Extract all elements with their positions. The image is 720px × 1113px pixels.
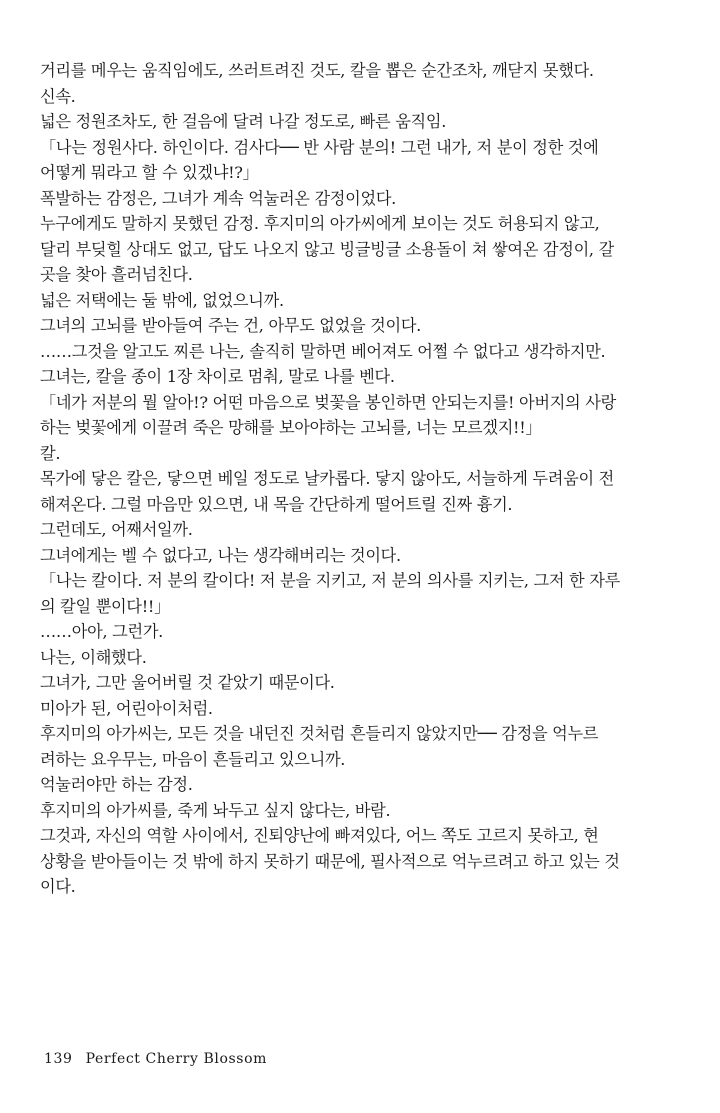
text-line: 넓은 정원조차도, 한 걸음에 달려 나갈 정도로, 빠른 움직임. xyxy=(40,112,447,131)
text-line: 넓은 저택에는 둘 밖에, 없었으니까. xyxy=(40,290,284,310)
text-line: 곳을 찾아 흘러넘친다. xyxy=(40,265,193,284)
text-line: 칼. xyxy=(40,443,61,463)
text-line: 하는 벚꽃에게 이끌려 죽은 망해를 보아야하는 고뇌를, 너는 모르겠지!!」 xyxy=(40,418,542,437)
text-line: 그녀는, 칼을 종이 1장 차이로 멈춰, 말로 나를 벤다. xyxy=(40,367,395,386)
text-line: 누구에게도 말하지 못했던 감정. 후지미의 아가씨에게 보이는 것도 허용되지 않고, xyxy=(40,214,600,233)
text-line: 그런데도, 어째서일까. xyxy=(40,520,193,539)
page-body-text xyxy=(40,58,685,900)
text-line: 「나는 정원사다. 하인이다. 검사다── 반 사람 분의! 그런 내가, 저 분이 정한 것에 xyxy=(40,137,599,157)
text-line: 「네가 저분의 뭘 알아!? 어떤 마음으로 벚꽃을 봉인하면 안되는지를! 아버지의 사랑 xyxy=(40,392,616,412)
text-line: 그녀에게는 벨 수 없다고, 나는 생각해버리는 것이다. xyxy=(40,545,401,565)
text-line: 려하는 요우무는, 마음이 흔들리고 있으니까. xyxy=(40,749,346,769)
text-line: 나는, 이해했다. xyxy=(40,647,147,667)
text-line: 상황을 받아들이는 것 밖에 하지 못하기 때문에, 필사적으로 억누르려고 하고 있는 것 xyxy=(40,851,620,871)
text-line: 「나는 칼이다. 저 분의 칼이다! 저 분을 지키고, 저 분의 의사를 지키는, 그저 한 자루 xyxy=(40,571,620,590)
text-line: 신속. xyxy=(40,86,76,106)
text-line: 후지미의 아가씨는, 모든 것을 내던진 것처럼 흔들리지 않았지만── 감정을 억누르 xyxy=(40,724,599,743)
text-line: 억눌러야만 하는 감정. xyxy=(40,775,193,794)
text-line: 목가에 닿은 칼은, 닿으면 베일 정도로 날카롭다. 닿지 않아도, 서늘하게 두려움이 전 xyxy=(40,469,614,488)
page-number: 139 xyxy=(44,1051,73,1067)
text-line: ……그것을 알고도 찌른 나는, 솔직히 말하면 베어져도 어쩔 수 없다고 생각하지만. xyxy=(40,341,606,361)
text-line: 이다. xyxy=(40,877,76,896)
text-line: 거리를 메우는 움직임에도, 쓰러트려진 것도, 칼을 뽑은 순간조차, 깨닫지 못했다. xyxy=(40,61,594,80)
text-line: 달리 부딪힐 상대도 없고, 답도 나오지 않고 빙글빙글 소용돌이 쳐 쌓여온 감정이, 갈 xyxy=(40,239,614,259)
text-line: 의 칼일 뿐이다!!」 xyxy=(40,596,171,616)
page-footer xyxy=(44,1051,275,1067)
text-line: 그녀가, 그만 울어버릴 것 같았기 때문이다. xyxy=(40,673,335,692)
text-line: 미아가 된, 어린아이처럼. xyxy=(40,698,213,718)
book-title: Perfect Cherry Blossom xyxy=(85,1051,267,1067)
text-line: 해져온다. 그럴 마음만 있으면, 내 목을 간단하게 떨어트릴 진짜 흉기. xyxy=(40,494,513,514)
text-line: 그녀의 고뇌를 받아들여 주는 건, 아무도 없었을 것이다. xyxy=(40,316,422,335)
text-line: ……아아, 그런가. xyxy=(40,622,163,641)
text-line: 어떻게 뭐라고 할 수 있겠냐!?」 xyxy=(40,163,259,182)
text-line: 폭발하는 감정은, 그녀가 계속 억눌러온 감정이었다. xyxy=(40,188,396,208)
text-line: 그것과, 자신의 역할 사이에서, 진퇴양난에 빠져있다, 어느 쪽도 고르지 못하고, 현 xyxy=(40,826,599,845)
text-line: 후지미의 아가씨를, 죽게 놔두고 싶지 않다는, 바람. xyxy=(40,800,391,820)
